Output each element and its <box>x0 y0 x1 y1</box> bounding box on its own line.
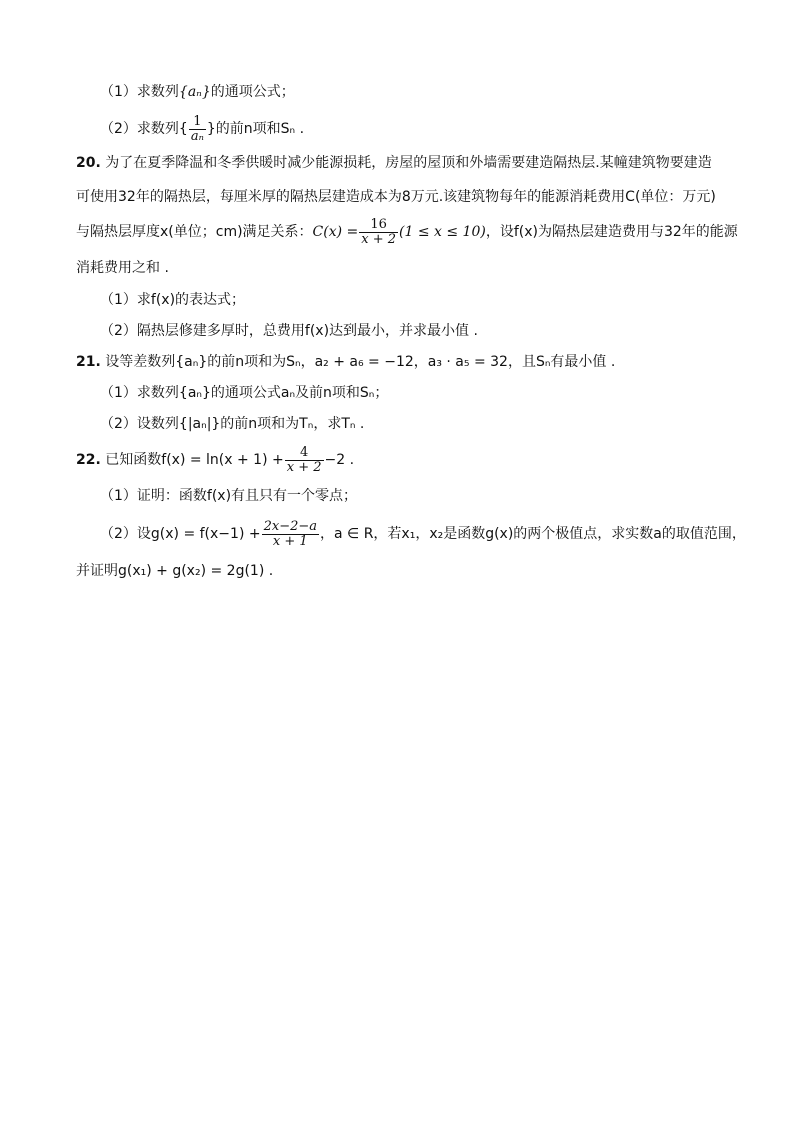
q20-line2 <box>76 187 716 207</box>
q20-line4-text: 消耗费用之和 . <box>76 260 169 276</box>
q22-part1: （1）证明：函数f(x)有且只有一个零点； <box>100 488 358 504</box>
q21-number: 21. <box>76 354 101 370</box>
q19-part1-suffix: 的通项公式； <box>210 84 295 100</box>
q21-part2: （2）设数列{|aₙ|}的前n项和为Tₙ，求Tₙ . <box>100 416 365 432</box>
q19-part2-fraction <box>189 115 206 144</box>
q20-number: 20. <box>76 155 101 171</box>
q19-part2-suffix: 的前n项和Sₙ . <box>215 121 305 137</box>
q22-part2-line2: 并证明g(x₁) + g(x₂) = 2g(1) . <box>76 563 274 579</box>
q20-part1: （1）求f(x)的表达式； <box>100 292 246 308</box>
q22-fraction-denominator: x + 2 <box>286 459 322 475</box>
q22-number: 22. <box>76 452 101 468</box>
q22-part2-start: （2）设g(x) = f(x−1) + <box>100 526 261 542</box>
q19-part1-prefix: （1）求数列 <box>100 84 179 100</box>
q20-line2-text: 可使用32年的隔热层，每厘米厚的隔热层建造成本为8万元.该建筑物每年的能源消耗费用C(单位：万元) <box>76 189 716 205</box>
q22-part2-numerator: 2x−2−a <box>263 518 318 534</box>
q20-formula-fraction <box>359 218 398 247</box>
q19-fraction-denominator: aₙ <box>190 128 204 144</box>
q22-fraction-numerator: 4 <box>285 446 324 461</box>
q20-fraction-denominator: x + 2 <box>361 231 397 247</box>
q22-stem-start: 已知函数f(x) = ln(x + 1) + <box>105 452 284 468</box>
q19-part1 <box>100 82 295 102</box>
q21-part1: （1）求数列{aₙ}的通项公式aₙ及前n项和Sₙ； <box>100 385 389 401</box>
q20-line1 <box>76 153 712 173</box>
q21-stem <box>76 352 615 372</box>
q19-part1-seq: {aₙ} <box>178 84 211 100</box>
q19-fraction-numerator: 1 <box>189 115 206 130</box>
q20-formula-condition: (1 ≤ x ≤ 10) <box>399 224 486 240</box>
q20-line4 <box>76 258 169 278</box>
q20-fraction-numerator: 16 <box>359 218 398 233</box>
q22-stem-end: −2 . <box>324 452 355 468</box>
q21-stem-text: 设等差数列{aₙ}的前n项和为Sₙ，a₂ + a₆ = −12，a₃ · a₅ = 32，且Sₙ有最小值 . <box>105 354 616 370</box>
q22-part2-fraction <box>262 520 319 549</box>
q20-line3-start: 与隔热层厚度x(单位；cm)满足关系： <box>76 224 313 240</box>
q22-part2 <box>100 515 746 553</box>
q22-part2-denominator: x + 1 <box>272 533 308 549</box>
q20-formula-lhs: C(x) = <box>312 224 359 240</box>
q20-line1-text: 为了在夏季降温和冬季供暖时减少能源损耗，房屋的屋顶和外墙需要建造隔热层.某幢建筑物要建造 <box>105 155 712 171</box>
q22-part2-end: ，a ∈ R，若x₁，x₂是函数g(x)的两个极值点，求实数a的取值范围， <box>320 526 746 542</box>
q20-line3 <box>76 214 738 250</box>
q20-line3-end: ，设f(x)为隔热层建造费用与32年的能源 <box>485 224 738 240</box>
q19-part2-prefix: （2）求数列 <box>100 121 179 137</box>
q19-part2: （2）求数列{ $\frac{1}{\text{aₙ}}$ }的前n项和Sₙ . <box>100 113 305 144</box>
q20-part2: （2）隔热层修建多厚时，总费用f(x)达到最小，并求最小值 . <box>100 323 478 339</box>
q22-stem <box>76 442 354 478</box>
q22-stem-fraction <box>285 446 324 475</box>
